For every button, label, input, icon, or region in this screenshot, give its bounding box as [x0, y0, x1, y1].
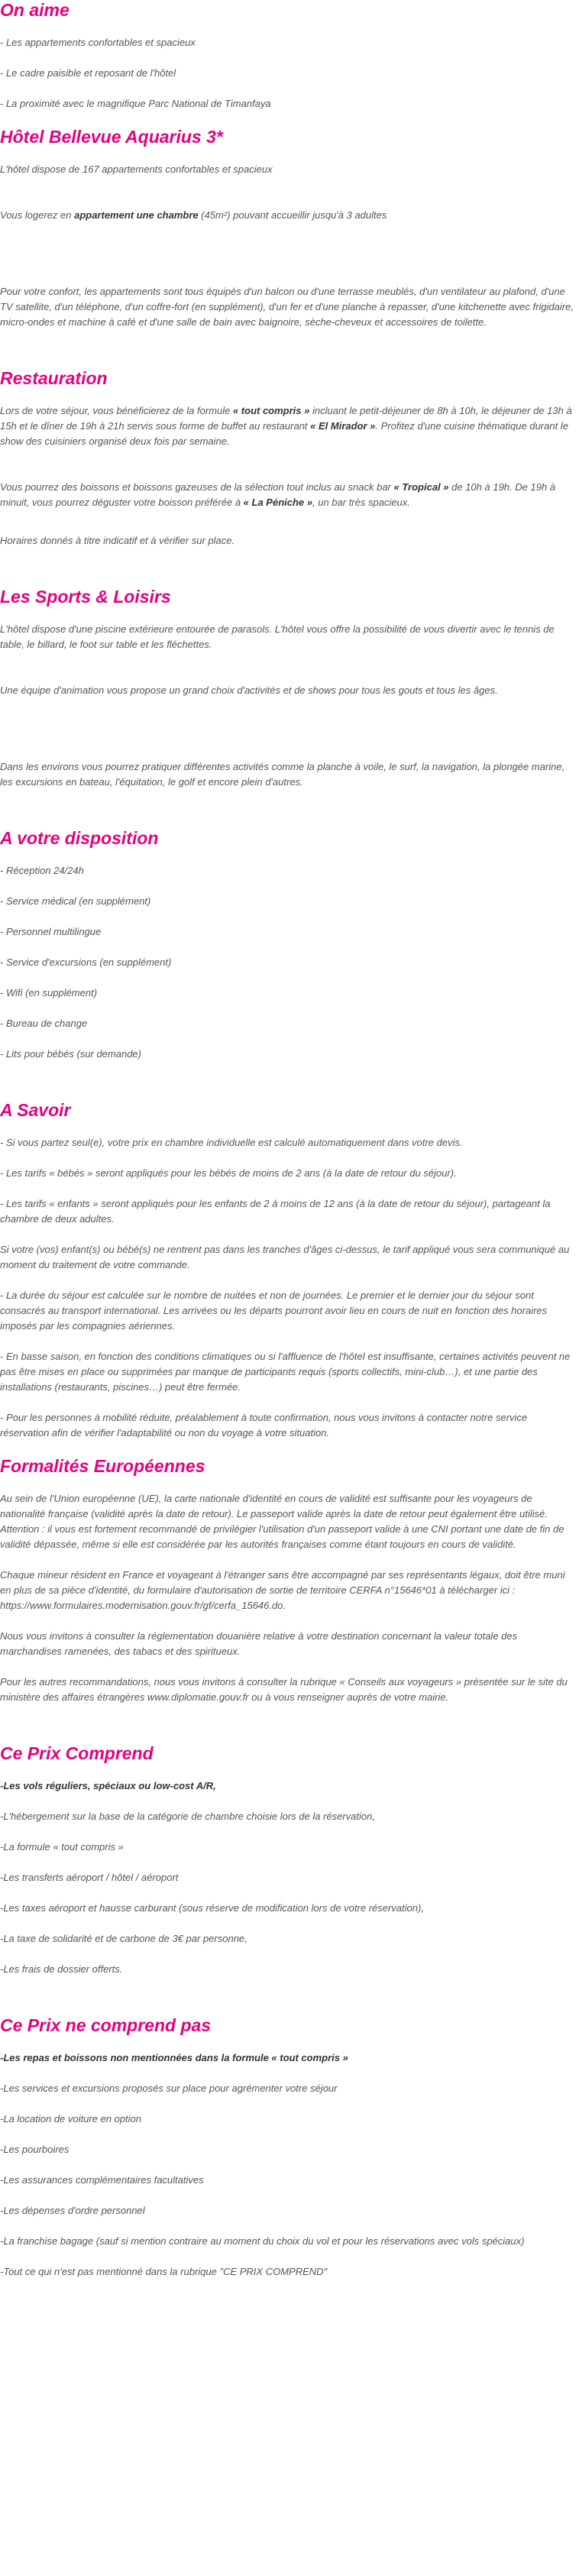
prix-comprend-item: -La formule « tout compris »	[0, 1841, 124, 1853]
sports-p1: L'hôtel dispose d'une piscine extérieure entourée de parasols. L'hôtel vous offre la possibilité de vous divertir avec le tennis de table, le billard, le foot sur table et les fléchettes.	[0, 623, 555, 650]
disposition-item: - Service médical (en supplément)	[0, 895, 151, 907]
disposition-item: - Personnel multilingue	[0, 926, 102, 937]
restauration-p1: Lors de votre séjour, vous bénéficierez de la formule « tout compris » incluant le petit-déjeuner de 8h à 10h, le déjeuner de 13h à 15h et le dîner de 19h à 21h servis sous forme de buffet au restaurant « El Mirador ». Profitez d'une cuisine thématique durant le show des cuisiniers organisé deux fois par semaine.	[0, 405, 572, 447]
prix-ne-comprend-item: -Les pourboires	[0, 2144, 70, 2155]
disposition-item: - Bureau de change	[0, 1018, 88, 1029]
prix-ne-comprend-item: -La location de voiture en option	[0, 2113, 142, 2125]
formalites-item: Chaque mineur résident en France et voyageant à l'étranger sans être accompagné par ses représentants légaux, doit être muni en plus de sa pièce d'identité, du formulaire d'autorisation de sortie de territoire CERFA n°15646*01 à télécharger ici : https://www.formulaires.modernisation.gouv.fr/gf/cerfa_15646.do.	[0, 1569, 565, 1611]
prix-ne-comprend-item: -Les assurances complémentaires facultatives	[0, 2174, 204, 2186]
savoir-item: - En basse saison, en fonction des conditions climatiques ou si l'affluence de l'hôtel est insuffisante, certaines activités peuvent ne pas être mises en place ou supprimées par manque de participants requis (sports collectifs, mini-club…), et une partie des installations (restaurants, piscines…) peut être fermée.	[0, 1351, 571, 1393]
prix-ne-comprend-item: -Les services et excursions proposés sur place pour agrémenter votre séjour	[0, 2082, 338, 2094]
section-title-savoir: A Savoir	[0, 1100, 71, 1120]
formalites-item: Pour les autres recommandations, nous vous invitons à consulter la rubrique « Conseils aux voyageurs » présentée sur le site du ministère des affaires étrangères www.diplomatie.gouv.fr ou à vous renseigner auprès de votre mairie.	[0, 1676, 568, 1703]
prix-ne-comprend-item: -Tout ce qui n'est pas mentionné dans la rubrique "CE PRIX COMPREND"	[0, 2266, 328, 2277]
prix-ne-comprend-item: -La franchise bagage (sauf si mention contraire au moment du choix du vol et pour les réservations avec vols spéciaux)	[0, 2235, 525, 2247]
section-title-hotel: Hôtel Bellevue Aquarius 3*	[0, 127, 223, 147]
section-title-sports: Les Sports & Loisirs	[0, 587, 171, 607]
prix-comprend-item: -Les transferts aéroport / hôtel / aéroport	[0, 1872, 179, 1883]
section-title-prix-ne-comprend: Ce Prix ne comprend pas	[0, 2015, 212, 2035]
section-title-formalites: Formalités Européennes	[0, 1456, 205, 1476]
prix-comprend-item: -Les vols réguliers, spéciaux ou low-cost A/R,	[0, 1780, 216, 1791]
formalites-item: Au sein de l'Union européenne (UE), la carte nationale d'identité en cours de validité est suffisante pour les voyageurs de nationalité française (validité après la date de retour). Le passeport valide après la date de retour peut également être utilisé. Attention : il vous est fortement recommandé de privilégier l'utilisation d'un passeport valide à une CNI portant une date de fin de validité dépassée, même si elle est considérée par les autorités françaises comme étant toujours en cours de validité.	[0, 1493, 564, 1550]
prix-comprend-item: -Les frais de dossier offerts.	[0, 1963, 123, 1975]
prix-comprend-item: -Les taxes aéroport et hausse carburant (sous réserve de modification lors de votre réservation),	[0, 1902, 424, 1914]
section-title-restauration: Restauration	[0, 368, 108, 388]
on-aime-item: - Le cadre paisible et reposant de l'hôtel	[0, 67, 176, 79]
prix-comprend-item: -L'hébergement sur la base de la catégorie de chambre choisie lors de la réservation,	[0, 1811, 375, 1822]
savoir-item: - La durée du séjour est calculée sur le nombre de nuitées et non de journées. Le premier et le dernier jour du séjour sont consacrés au transport international. Les arrivées ou les départs pourront avoir lieu en cours de nuit en fonction des horaires imposés par les compagnies aériennes.	[0, 1290, 548, 1332]
sports-p2: Une équipe d'animation vous propose un grand choix d'activités et de shows pour tous les gouts et tous les âges.	[0, 684, 498, 696]
hotel-room: Vous logerez en appartement une chambre (45m²) pouvant accueillir jusqu'à 3 adultes	[0, 209, 387, 221]
savoir-item: Si votre (vos) enfant(s) ou bébé(s) ne rentrent pas dans les tranches d'âges ci-dessus, le tarif appliqué vous sera communiqué au moment du traitement de votre commande.	[0, 1244, 570, 1270]
disposition-item: - Réception 24/24h	[0, 865, 84, 876]
restauration-p2: Vous pourrez des boissons et boissons gazeuses de la sélection tout inclus au snack bar « Tropical » de 10h à 19h. De 19h à minuit, vous pourrez déguster votre boisson préférée à « La Péniche », un bar très spacieux.	[0, 481, 556, 508]
formalites-item: Nous vous invitons à consulter la réglementation douanière relative à votre destination concernant la valeur totale des marchandises ramenées, des tabacs et des spiritueux.	[0, 1630, 518, 1657]
prix-ne-comprend-item: -Les dépenses d'ordre personnel	[0, 2205, 145, 2216]
on-aime-item: - Les appartements confortables et spacieux	[0, 37, 196, 48]
section-title-on-aime: On aime	[0, 0, 70, 20]
disposition-item: - Service d'excursions (en supplément)	[0, 956, 172, 968]
prix-ne-comprend-item: -Les repas et boissons non mentionnées dans la formule « tout compris »	[0, 2052, 348, 2063]
savoir-item: - Si vous partez seul(e), votre prix en chambre individuelle est calculé automatiquement dans votre devis.	[0, 1137, 463, 1148]
section-title-prix-comprend: Ce Prix Comprend	[0, 1743, 154, 1763]
savoir-item: - Pour les personnes à mobilité réduite, préalablement à toute confirmation, nous vous invitons à contacter notre service réservation afin de vérifier l'adaptabilité ou non du voyage à votre situation.	[0, 1412, 528, 1438]
savoir-item: - Les tarifs « enfants » seront appliqués pour les enfants de 2 à moins de 12 ans (à la date de retour du séjour), partageant la chambre de deux adultes.	[0, 1198, 551, 1225]
on-aime-item: - La proximité avec le magnifique Parc National de Timanfaya	[0, 98, 271, 109]
hotel-intro: L'hôtel dispose de 167 appartements confortables et spacieux	[0, 163, 273, 175]
disposition-item: - Lits pour bébés (sur demande)	[0, 1048, 141, 1060]
prix-comprend-item: -La taxe de solidarité et de carbone de 3€ par personne,	[0, 1933, 247, 1944]
sports-p3: Dans les environs vous pourrez pratiquer différentes activités comme la planche à voile, le surf, la navigation, la plongée marine, les excursions en bateau, l'équitation, le golf et encore plein d'autres.	[0, 761, 565, 788]
hotel-comfort: Pour votre confort, les appartements sont tous équipés d'un balcon ou d'une terrasse meublés, d'un ventilateur au plafond, d'une TV satellite, d'un téléphone, d'un coffre-fort (en supplément), d'un fer et d'une planche à repasser, d'une kitchenette avec frigidaire, micro-ondes et machine à café et d'une salle de bain avec baignoire, sèche-cheveux et accessoires de toilette.	[0, 286, 574, 328]
disposition-item: - Wifi (en supplément)	[0, 987, 98, 998]
savoir-item: - Les tarifs « bébés » seront appliqués pour les bébés de moins de 2 ans (à la date de retour du séjour).	[0, 1167, 457, 1179]
restauration-p3: Horaires donnés à titre indicatif et à vérifier sur place.	[0, 535, 235, 546]
section-title-disposition: A votre disposition	[0, 828, 159, 848]
